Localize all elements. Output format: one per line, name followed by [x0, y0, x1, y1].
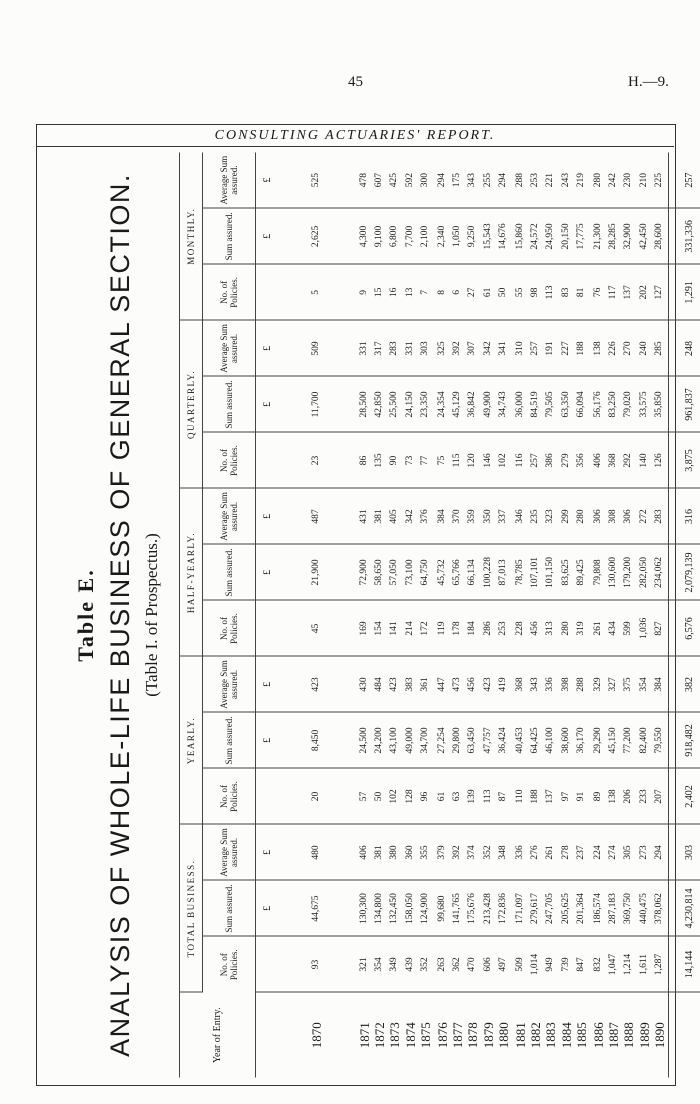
- total-cell: 3,875: [669, 432, 700, 488]
- value-cell: 288 253 221 243 219: [512, 152, 590, 208]
- report-title: CONSULTING ACTUARIES' REPORT.: [214, 128, 496, 143]
- report-rule: [36, 146, 674, 147]
- value-cell: 280 242 230 210 225: [590, 152, 669, 208]
- blank-cell: [256, 937, 279, 993]
- value-cell: 15,860 24,572 24,950 20,150 17,775: [512, 208, 590, 264]
- group-header: YEARLY.: [180, 656, 203, 824]
- value-cell: 263 362 470 606 497: [434, 937, 512, 993]
- blank-cell: [256, 432, 279, 488]
- value-cell: 29,290 45,150 77,200 82,400 79,550: [590, 712, 669, 768]
- value-cell: 2,625: [278, 208, 356, 264]
- year-cell: 1876 1877 1878 1879 1880: [434, 1022, 511, 1049]
- column-header: Sum assured.: [203, 712, 256, 768]
- currency-symbol: £: [256, 320, 279, 376]
- document-code: H.—9.: [628, 74, 669, 90]
- value-cell: 832 1,047 1,214 1,611 1,287: [590, 937, 669, 993]
- value-cell: 36,000 84,519 79,505 63,350 66,094: [512, 376, 590, 432]
- page-number: 45: [348, 74, 363, 90]
- column-header: Sum assured.: [203, 881, 256, 937]
- year-cell: 1881 1882 1883 1884 1885: [512, 1022, 589, 1049]
- value-cell: 93: [278, 937, 356, 993]
- value-cell: 487: [278, 488, 356, 544]
- rotated-table-area: [71, 153, 695, 1078]
- value-cell: 329 327 375 354 384: [590, 656, 669, 712]
- value-cell: 56,176 83,250 79,020 33,575 35,850: [590, 376, 669, 432]
- value-cell: 89 138 206 233 207: [590, 768, 669, 824]
- blank-cell: [256, 600, 279, 656]
- year-cell: 1886 1887 1888 1889 1890: [590, 1022, 667, 1049]
- total-cell: 2,402: [669, 768, 700, 824]
- value-cell: 431 381 405 342 376: [356, 488, 434, 544]
- value-cell: 171,097 279,617 247,705 205,625 201,364: [512, 881, 590, 937]
- value-cell: 78,785 107,101 101,150 83,625 89,425: [512, 544, 590, 600]
- table-row: [356, 152, 434, 1077]
- group-header: TOTAL BUSINESS.: [180, 824, 203, 992]
- column-header: Sum assured.: [203, 544, 256, 600]
- column-header: Average Sum assured.: [203, 320, 256, 376]
- value-cell: 406 381 380 360 355: [356, 824, 434, 880]
- currency-symbol: £: [256, 712, 279, 768]
- column-header: Sum assured.: [203, 208, 256, 264]
- value-cell: 384 370 359 350 337: [434, 488, 512, 544]
- value-cell: 331 317 283 331 303: [356, 320, 434, 376]
- value-cell: 138 226 270 240 285: [590, 320, 669, 376]
- value-cell: 24,354 45,129 36,842 49,900 34,743: [434, 376, 512, 432]
- table-label: Table E.: [73, 568, 98, 662]
- value-cell: 5: [278, 264, 356, 320]
- value-cell: 119 178 184 286 253: [434, 600, 512, 656]
- year-cell: 1870: [309, 1022, 325, 1049]
- total-cell: 1,291: [669, 264, 700, 320]
- value-cell: 57 50 102 128 96: [356, 768, 434, 824]
- value-cell: 228 456 313 280 319: [512, 600, 590, 656]
- column-header: Average Sum assured.: [203, 152, 256, 208]
- value-cell: 294 175 343 255 294: [434, 152, 512, 208]
- blank-cell: [256, 768, 279, 824]
- column-header: No. of Policies.: [203, 264, 256, 320]
- currency-symbol: £: [256, 152, 279, 208]
- column-header: No. of Policies.: [203, 600, 256, 656]
- value-cell: 509: [278, 320, 356, 376]
- value-cell: 40,453 64,425 46,100 38,600 36,170: [512, 712, 590, 768]
- value-cell: 44,675: [278, 881, 356, 937]
- value-cell: 186,574 287,183 369,750 440,475 378,062: [590, 881, 669, 937]
- value-cell: 28,500 42,850 25,500 24,150 23,350: [356, 376, 434, 432]
- value-cell: 8,450: [278, 712, 356, 768]
- group-header: MONTHLY.: [180, 152, 203, 320]
- column-header: No. of Policies.: [203, 937, 256, 993]
- currency-symbol: £: [256, 544, 279, 600]
- value-cell: 480: [278, 824, 356, 880]
- value-cell: 261 434 599 1,036 827: [590, 600, 669, 656]
- value-cell: 525: [278, 152, 356, 208]
- value-cell: 478 607 425 592 300: [356, 152, 434, 208]
- column-header: Average Sum assured.: [203, 824, 256, 880]
- table-subtitle: (Table I. of Prospectus.): [142, 533, 161, 697]
- table-heading: [71, 153, 165, 1078]
- value-cell: 8 6 27 61 50: [434, 264, 512, 320]
- value-cell: 169 154 141 214 172: [356, 600, 434, 656]
- group-header: QUARTERLY.: [180, 320, 203, 488]
- blank-cell: [256, 264, 279, 320]
- value-cell: 99,680 141,765 175,676 213,428 172,836: [434, 881, 512, 937]
- value-cell: 11,700: [278, 376, 356, 432]
- blank-cell: [256, 993, 279, 1078]
- value-cell: 224 274 305 273 294: [590, 824, 669, 880]
- value-cell: 20: [278, 768, 356, 824]
- total-cell: 331,336: [669, 208, 700, 264]
- value-cell: 430 484 423 383 361: [356, 656, 434, 712]
- currency-symbol: £: [256, 656, 279, 712]
- value-cell: 45,732 65,766 66,134 100,228 87,013: [434, 544, 512, 600]
- value-cell: 27,254 29,800 63,450 47,757 36,424: [434, 712, 512, 768]
- value-cell: 116 257 386 279 356: [512, 432, 590, 488]
- value-cell: 368 343 336 398 288: [512, 656, 590, 712]
- currency-symbol: £: [256, 376, 279, 432]
- value-cell: 509 1,014 949 739 847: [512, 937, 590, 993]
- value-cell: 110 188 137 97 91: [512, 768, 590, 824]
- unit-row: [256, 152, 279, 1077]
- value-cell: 9 15 16 13 7: [356, 264, 434, 320]
- value-cell: 130,300 134,800 132,450 158,050 124,900: [356, 881, 434, 937]
- column-header: No. of Policies.: [203, 432, 256, 488]
- totals-row: [669, 152, 700, 1077]
- value-cell: 325 392 307 342 341: [434, 320, 512, 376]
- value-cell: 306 308 306 272 283: [590, 488, 669, 544]
- value-cell: 379 392 374 352 348: [434, 824, 512, 880]
- value-cell: 2,340 1,050 9,250 15,543 14,676: [434, 208, 512, 264]
- total-cell: 918,482: [669, 712, 700, 768]
- year-cell: 1871 1872 1873 1874 1875: [356, 1022, 433, 1049]
- table-row: [590, 152, 669, 1077]
- value-cell: 86 135 90 73 77: [356, 432, 434, 488]
- total-cell: 14,144: [669, 937, 700, 993]
- currency-symbol: £: [256, 824, 279, 880]
- table-title: ANALYSIS OF WHOLE-LIFE BUSINESS OF GENERAL SECTION.: [105, 173, 135, 1057]
- value-cell: 55 98 113 83 81: [512, 264, 590, 320]
- value-cell: 72,900 58,650 57,050 73,100 64,750: [356, 544, 434, 600]
- value-cell: 336 276 261 278 237: [512, 824, 590, 880]
- blank-cell: [669, 993, 700, 1078]
- currency-symbol: £: [256, 208, 279, 264]
- value-cell: 423: [278, 656, 356, 712]
- value-cell: 45: [278, 600, 356, 656]
- value-cell: 346 235 323 299 280: [512, 488, 590, 544]
- value-cell: 23: [278, 432, 356, 488]
- value-cell: 75 115 120 146 102: [434, 432, 512, 488]
- total-cell: 961,837: [669, 376, 700, 432]
- value-cell: 76 117 137 202 127: [590, 264, 669, 320]
- value-cell: 21,900: [278, 544, 356, 600]
- table-row: [434, 152, 512, 1077]
- analysis-table: [179, 152, 700, 1077]
- total-cell: 382: [669, 656, 700, 712]
- value-cell: 61 63 139 113 87: [434, 768, 512, 824]
- column-header: Average Sum assured.: [203, 488, 256, 544]
- total-cell: 316: [669, 488, 700, 544]
- value-cell: 447 473 456 423 419: [434, 656, 512, 712]
- table-row: [278, 152, 356, 1077]
- currency-symbol: £: [256, 488, 279, 544]
- column-header: Average Sum assured.: [203, 656, 256, 712]
- value-cell: 21,300 28,285 32,900 42,450 28,600: [590, 208, 669, 264]
- year-header: Year of Entry.: [180, 993, 256, 1078]
- total-cell: 2,079,139: [669, 544, 700, 600]
- table-row: [512, 152, 590, 1077]
- value-cell: 321 354 349 439 352: [356, 937, 434, 993]
- total-cell: 257: [669, 152, 700, 208]
- total-cell: 4,230,814: [669, 881, 700, 937]
- total-cell: 248: [669, 320, 700, 376]
- value-cell: 406 368 292 140 126: [590, 432, 669, 488]
- value-cell: 310 257 191 227 188: [512, 320, 590, 376]
- currency-symbol: £: [256, 881, 279, 937]
- group-header: HALF-YEARLY.: [180, 488, 203, 656]
- value-cell: 24,500 24,200 43,100 49,000 34,700: [356, 712, 434, 768]
- column-header: No. of Policies.: [203, 768, 256, 824]
- column-header: Sum assured.: [203, 376, 256, 432]
- total-cell: 303: [669, 824, 700, 880]
- total-cell: 6,576: [669, 600, 700, 656]
- value-cell: 4,300 9,100 6,800 7,700 2,100: [356, 208, 434, 264]
- value-cell: 79,808 130,600 179,200 282,050 234,062: [590, 544, 669, 600]
